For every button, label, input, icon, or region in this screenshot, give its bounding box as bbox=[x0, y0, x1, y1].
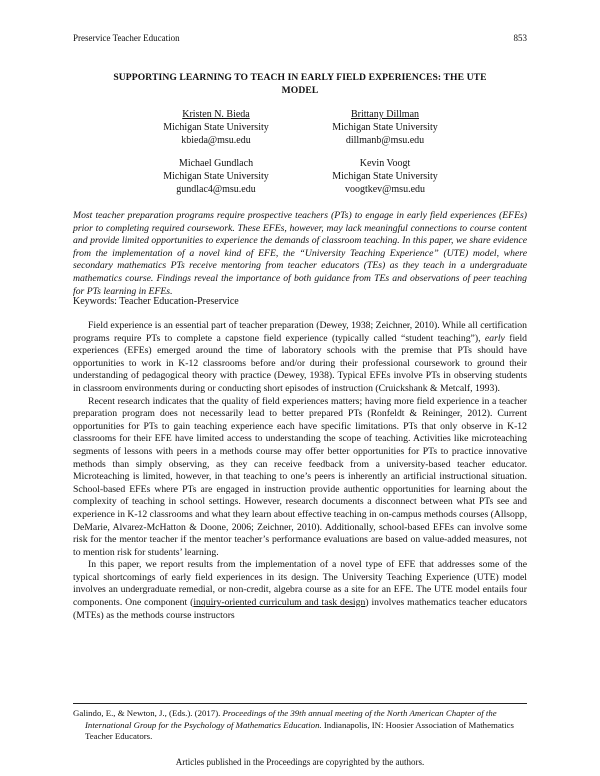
author-email[interactable]: kbieda@msu.edu bbox=[181, 134, 251, 146]
page-number: 853 bbox=[513, 33, 527, 43]
keywords: Keywords: Teacher Education-Preservice bbox=[73, 296, 239, 307]
paper-title bbox=[73, 71, 527, 97]
author-name[interactable]: Kristen N. Bieda bbox=[182, 109, 250, 120]
title-line: MODEL bbox=[281, 85, 319, 96]
citation: Galindo, E., & Newton, J., (Eds.). (2017). Proceedings of the 39th annual meeting of the North American Chapter of the International Group for the Psychology of Mathematics Education. Indianapolis, IN: Hoosier Association of Mathematics Teacher Educators. bbox=[73, 708, 514, 742]
author-block bbox=[131, 158, 301, 196]
author-email[interactable]: dillmanb@msu.edu bbox=[345, 134, 425, 146]
emphasis: early bbox=[484, 332, 505, 344]
author-name: Michael Gundlach bbox=[178, 158, 254, 169]
footer-divider bbox=[73, 703, 527, 704]
title-line: SUPPORTING LEARNING TO TEACH IN EARLY FIELD EXPERIENCES: THE UTE bbox=[113, 72, 487, 83]
paragraph: Field experience is an essential part of teacher preparation (Dewey, 1938; Zeichner, 2010). While all certification programs require PTs to complete a capstone field experience (typically called “student teaching”), early field experiences (EFEs) emerged around the time of laboratory schools with the premise that PTs should have opportunities to work in K-12 classrooms before and/or during their professional coursework to ground their understanding of pedagogical theory with practice (Dewey, 1938). Typical EFEs involve PTs in observing students in classroom environments during or conducting short episodes of instruction (Cruickshank & Metcalf, 1993). bbox=[73, 320, 527, 394]
paragraph: In this paper, we report results from the implementation of a novel type of EFE that addresses some of the typical shortcomings of early field experiences in its design. The University Teaching Experience (UTE) model involves an undergraduate remedial, or non-credit, algebra course as a site for an EFE. The UTE model entails four components. One component (inquiry-oriented curriculum and task design) involves mathematics teacher educators (MTEs) as the methods course instructors bbox=[73, 559, 528, 621]
copyright-note: Articles published in the Proceedings are copyrighted by the authors. bbox=[175, 757, 425, 767]
paragraph: Recent research indicates that the quality of field experiences matters; having more field experience in a teacher preparation program does not necessarily lead to better prepared PTs (Ronfeldt & Reininger, 2012). Current opportunities for PTs to gain teaching experience each have specific limitations. PTs that only observe in K-12 classrooms for their EFE have limited access to understanding the scope of teaching. Activities like microteaching segments of lessons with peers in a methods course may offer better opportunities for PTs to practice innovative methods than simply observing, as they can receive feedback from a university-based teacher educator. Microteaching is limited, however, in that teaching to one’s peers is inherently an artificial instructional situation. School-based EFEs where PTs are engaged in instruction provide authentic opportunities for learning about the complexity of teaching in school settings. However, research documents a disconnect between what PTs see and experience in K-12 classrooms and what they learn about effective teaching in on-campus methods courses (Allsopp, DeMarie, Alvarez-McHatton & Doone, 2006; Zeichner, 2010). Additionally, school-based EFEs can involve some risk for the mentor teacher if the mentor teacher’s performance evaluations are based on value-added measures, not to mention risk for students’ learning. bbox=[73, 395, 527, 558]
author-block bbox=[300, 158, 470, 196]
body-text bbox=[73, 320, 527, 622]
author-name[interactable]: Brittany Dillman bbox=[350, 109, 420, 120]
author-email[interactable]: gundlac4@msu.edu bbox=[176, 183, 256, 195]
author-affiliation: Michigan State University bbox=[163, 170, 269, 182]
author-affiliation: Michigan State University bbox=[332, 121, 438, 133]
running-header: Preservice Teacher Education bbox=[73, 33, 180, 43]
author-affiliation: Michigan State University bbox=[163, 121, 269, 133]
author-block bbox=[131, 109, 301, 147]
abstract: Most teacher preparation programs require prospective teachers (PTs) to engage in early field experiences (EFEs) prior to completing required coursework. These EFEs, however, may lack meaningful connections to course content and provide limited opportunities to experience the demands of classroom teaching. In this paper, we share evidence from the implementation of a novel kind of EFE, the “University Teaching Experience” (UTE) model, where secondary mathematics PTs receive mentoring from teacher educators (TEs) as they teach in a undergraduate mathematics course. Findings reveal the importance of both guidance from TEs and observations of peer teaching for PTs learning in EFEs. bbox=[73, 210, 527, 297]
author-affiliation: Michigan State University bbox=[332, 170, 438, 182]
inline-link[interactable]: inquiry-oriented curriculum and task design bbox=[193, 597, 366, 609]
author-name: Kevin Voogt bbox=[359, 158, 411, 169]
author-block bbox=[300, 109, 470, 147]
author-email[interactable]: voogtkev@msu.edu bbox=[344, 183, 426, 195]
